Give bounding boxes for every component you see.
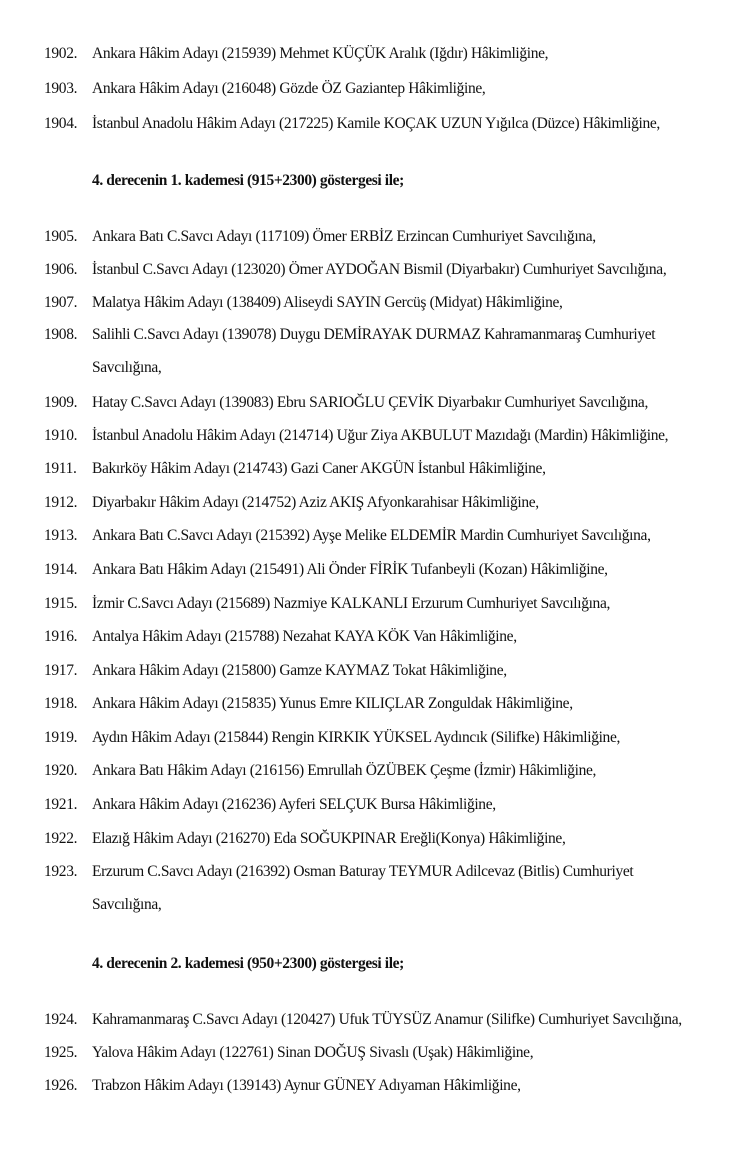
entry-number: 1902. (44, 45, 78, 62)
entry-number: 1907. (44, 294, 78, 311)
entry-text: Yalova Hâkim Adayı (122761) Sinan DOĞUŞ Sivaslı (Uşak) Hâkimliğine, (92, 1044, 534, 1061)
section-heading: 4. derecenin 2. kademesi (950+2300) göstergesi ile; (92, 955, 404, 972)
entry-number: 1916. (44, 628, 78, 645)
entry-text: İstanbul Anadolu Hâkim Adayı (217225) Kamile KOÇAK UZUN Yığılca (Düzce) Hâkimliğine, (92, 115, 660, 132)
entry-number: 1923. (44, 863, 78, 880)
entry-text: Kahramanmaraş C.Savcı Adayı (120427) Ufuk TÜYSÜZ Anamur (Silifke) Cumhuriyet Savcılığına, (92, 1011, 682, 1028)
entry-text: Ankara Hâkim Adayı (216236) Ayferi SELÇUK Bursa Hâkimliğine, (92, 796, 496, 813)
entry-continuation: Savcılığına, (92, 359, 162, 376)
entry-number: 1920. (44, 762, 78, 779)
entry-text: Bakırköy Hâkim Adayı (214743) Gazi Caner AKGÜN İstanbul Hâkimliğine, (92, 460, 546, 477)
entry-number: 1913. (44, 527, 78, 544)
section-heading: 4. derecenin 1. kademesi (915+2300) göstergesi ile; (92, 172, 404, 189)
entry-number: 1910. (44, 427, 78, 444)
entry-text: Malatya Hâkim Adayı (138409) Aliseydi SAYIN Gercüş (Midyat) Hâkimliğine, (92, 294, 563, 311)
entry-text: Aydın Hâkim Adayı (215844) Rengin KIRKIK YÜKSEL Aydıncık (Silifke) Hâkimliğine, (92, 729, 621, 746)
entry-text: İstanbul C.Savcı Adayı (123020) Ömer AYDOĞAN Bismil (Diyarbakır) Cumhuriyet Savcılığına, (92, 261, 667, 278)
entry-number: 1912. (44, 494, 78, 511)
entry-text: İzmir C.Savcı Adayı (215689) Nazmiye KALKANLI Erzurum Cumhuriyet Savcılığına, (92, 595, 611, 612)
entry-number: 1903. (44, 80, 78, 97)
entry-number: 1914. (44, 561, 78, 578)
entry-text: Antalya Hâkim Adayı (215788) Nezahat KAYA KÖK Van Hâkimliğine, (92, 628, 517, 645)
entry-number: 1925. (44, 1044, 78, 1061)
entry-number: 1918. (44, 695, 78, 712)
entry-number: 1908. (44, 326, 78, 343)
entry-text: Elazığ Hâkim Adayı (216270) Eda SOĞUKPINAR Ereğli(Konya) Hâkimliğine, (92, 830, 566, 847)
entry-text: Trabzon Hâkim Adayı (139143) Aynur GÜNEY Adıyaman Hâkimliğine, (92, 1077, 521, 1094)
entry-text: İstanbul Anadolu Hâkim Adayı (214714) Uğur Ziya AKBULUT Mazıdağı (Mardin) Hâkimliğine, (92, 427, 669, 444)
entry-number: 1921. (44, 796, 78, 813)
entry-text: Ankara Batı Hâkim Adayı (216156) Emrullah ÖZÜBEK Çeşme (İzmir) Hâkimliğine, (92, 762, 597, 779)
entry-text: Salihli C.Savcı Adayı (139078) Duygu DEMİRAYAK DURMAZ Kahramanmaraş Cumhuriyet (92, 326, 656, 343)
entry-continuation: Savcılığına, (92, 896, 162, 913)
entry-text: Hatay C.Savcı Adayı (139083) Ebru SARIOĞLU ÇEVİK Diyarbakır Cumhuriyet Savcılığına, (92, 394, 648, 411)
entry-text: Ankara Batı C.Savcı Adayı (117109) Ömer ERBİZ Erzincan Cumhuriyet Savcılığına, (92, 228, 596, 245)
entry-text: Ankara Hâkim Adayı (216048) Gözde ÖZ Gaziantep Hâkimliğine, (92, 80, 486, 97)
entry-number: 1919. (44, 729, 78, 746)
entry-text: Ankara Hâkim Adayı (215835) Yunus Emre KILIÇLAR Zonguldak Hâkimliğine, (92, 695, 573, 712)
entry-number: 1905. (44, 228, 78, 245)
entry-number: 1906. (44, 261, 78, 278)
entry-number: 1917. (44, 662, 78, 679)
entry-number: 1904. (44, 115, 78, 132)
entry-number: 1911. (44, 460, 77, 477)
entry-number: 1924. (44, 1011, 78, 1028)
entry-number: 1915. (44, 595, 78, 612)
entry-text: Diyarbakır Hâkim Adayı (214752) Aziz AKIŞ Afyonkarahisar Hâkimliğine, (92, 494, 539, 511)
entry-number: 1922. (44, 830, 78, 847)
entry-text: Erzurum C.Savcı Adayı (216392) Osman Baturay TEYMUR Adilcevaz (Bitlis) Cumhuriyet (92, 863, 634, 880)
entry-number: 1909. (44, 394, 78, 411)
entry-text: Ankara Batı Hâkim Adayı (215491) Ali Önder FİRİK Tufanbeyli (Kozan) Hâkimliğine, (92, 561, 608, 578)
entry-text: Ankara Batı C.Savcı Adayı (215392) Ayşe Melike ELDEMİR Mardin Cumhuriyet Savcılığına, (92, 527, 651, 544)
entry-text: Ankara Hâkim Adayı (215939) Mehmet KÜÇÜK Aralık (Iğdır) Hâkimliğine, (92, 45, 549, 62)
entry-number: 1926. (44, 1077, 78, 1094)
entry-text: Ankara Hâkim Adayı (215800) Gamze KAYMAZ Tokat Hâkimliğine, (92, 662, 507, 679)
